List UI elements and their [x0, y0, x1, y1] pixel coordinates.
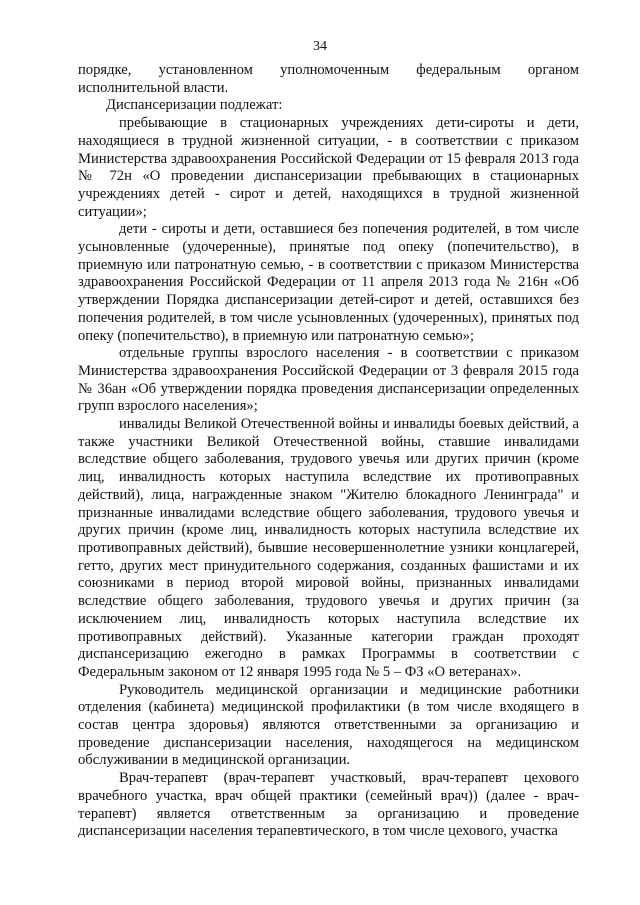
paragraph: Врач-терапевт (врач-терапевт участковый, врач-терапевт цехового врачебного участка, врач общей практики (семейный врач)) (далее - врач-терапевт) является ответственным за организацию и проведение диспансеризации населения терапевтического, в том числе цехового, участка	[78, 770, 579, 840]
paragraph: инвалиды Великой Отечественной войны и инвалиды боевых действий, а также участники Великой Отечественной войны, ставшие инвалидами вследствие общего заболевания, трудового увечья или других причин (кроме лиц, инвалидность которых наступила вследствие их противоправных действий), лица, награжденные знаком "Жителю блокадного Ленинграда" и признанные инвалидами вследствие общего заболевания, трудового увечья и других причин (кроме лиц, инвалидность которых наступила вследствие их противоправных действий), бывшие несовершеннолетние узники концлагерей, гетто, других мест принудительного содержания, созданных фашистами и их союзниками в период второй мировой войны, признанных инвалидами вследствие общего заболевания, трудового увечья и других причин (за исключением лиц, инвалидность которых наступила вследствие их противоправных действий). Указанные категории граждан проходят диспансеризацию ежегодно в рамках Программы в соответствии с Федеральным законом от 12 января 1995 года № 5 – ФЗ «О ветеранах».	[78, 416, 579, 680]
paragraph: Руководитель медицинской организации и медицинские работники отделения (кабинета) медицинской профилактики (в том числе входящего в состав центра здоровья) являются ответственными за организацию и проведение диспансеризации населения, находящегося на медицинском обслуживании в медицинской организации.	[78, 681, 579, 769]
paragraph: пребывающие в стационарных учреждениях дети-сироты и дети, находящиеся в трудной жизненной ситуации, - в соответствии с приказом Министерства здравоохранения Российской Федерации от 15 февраля 2013 года № 72н «О проведении диспансеризации пребывающих в стационарных учреждениях детей - сирот и детей, находящихся в трудной жизненной ситуации»;	[78, 115, 579, 220]
document-body	[78, 62, 579, 841]
paragraph: дети - сироты и дети, оставшиеся без попечения родителей, в том числе усыновленные (удочеренные), принятые под опеку (попечительство), в приемную или патронатную семью, - в соответствии с приказом Министерства здравоохранения Российской Федерации от 11 апреля 2013 года № 216н «Об утверждении Порядка диспансеризации детей-сирот и детей, оставшихся без попечения родителей, в том числе усыновленных (удочеренных), принятых под опеку (попечительство), в приемную или патронатную семью»;	[78, 221, 579, 344]
paragraph: Диспансеризации подлежат:	[106, 97, 283, 114]
paragraph: порядке, установленном уполномоченным федеральным органом исполнительной власти.	[78, 62, 579, 96]
page-number: 34	[313, 39, 327, 54]
paragraph: отдельные группы взрослого населения - в соответствии с приказом Министерства здравоохранения Российской Федерации от 3 февраля 2015 года № 36ан «Об утверждении порядка проведения диспансеризации определенных групп взрослого населения»;	[78, 345, 579, 415]
